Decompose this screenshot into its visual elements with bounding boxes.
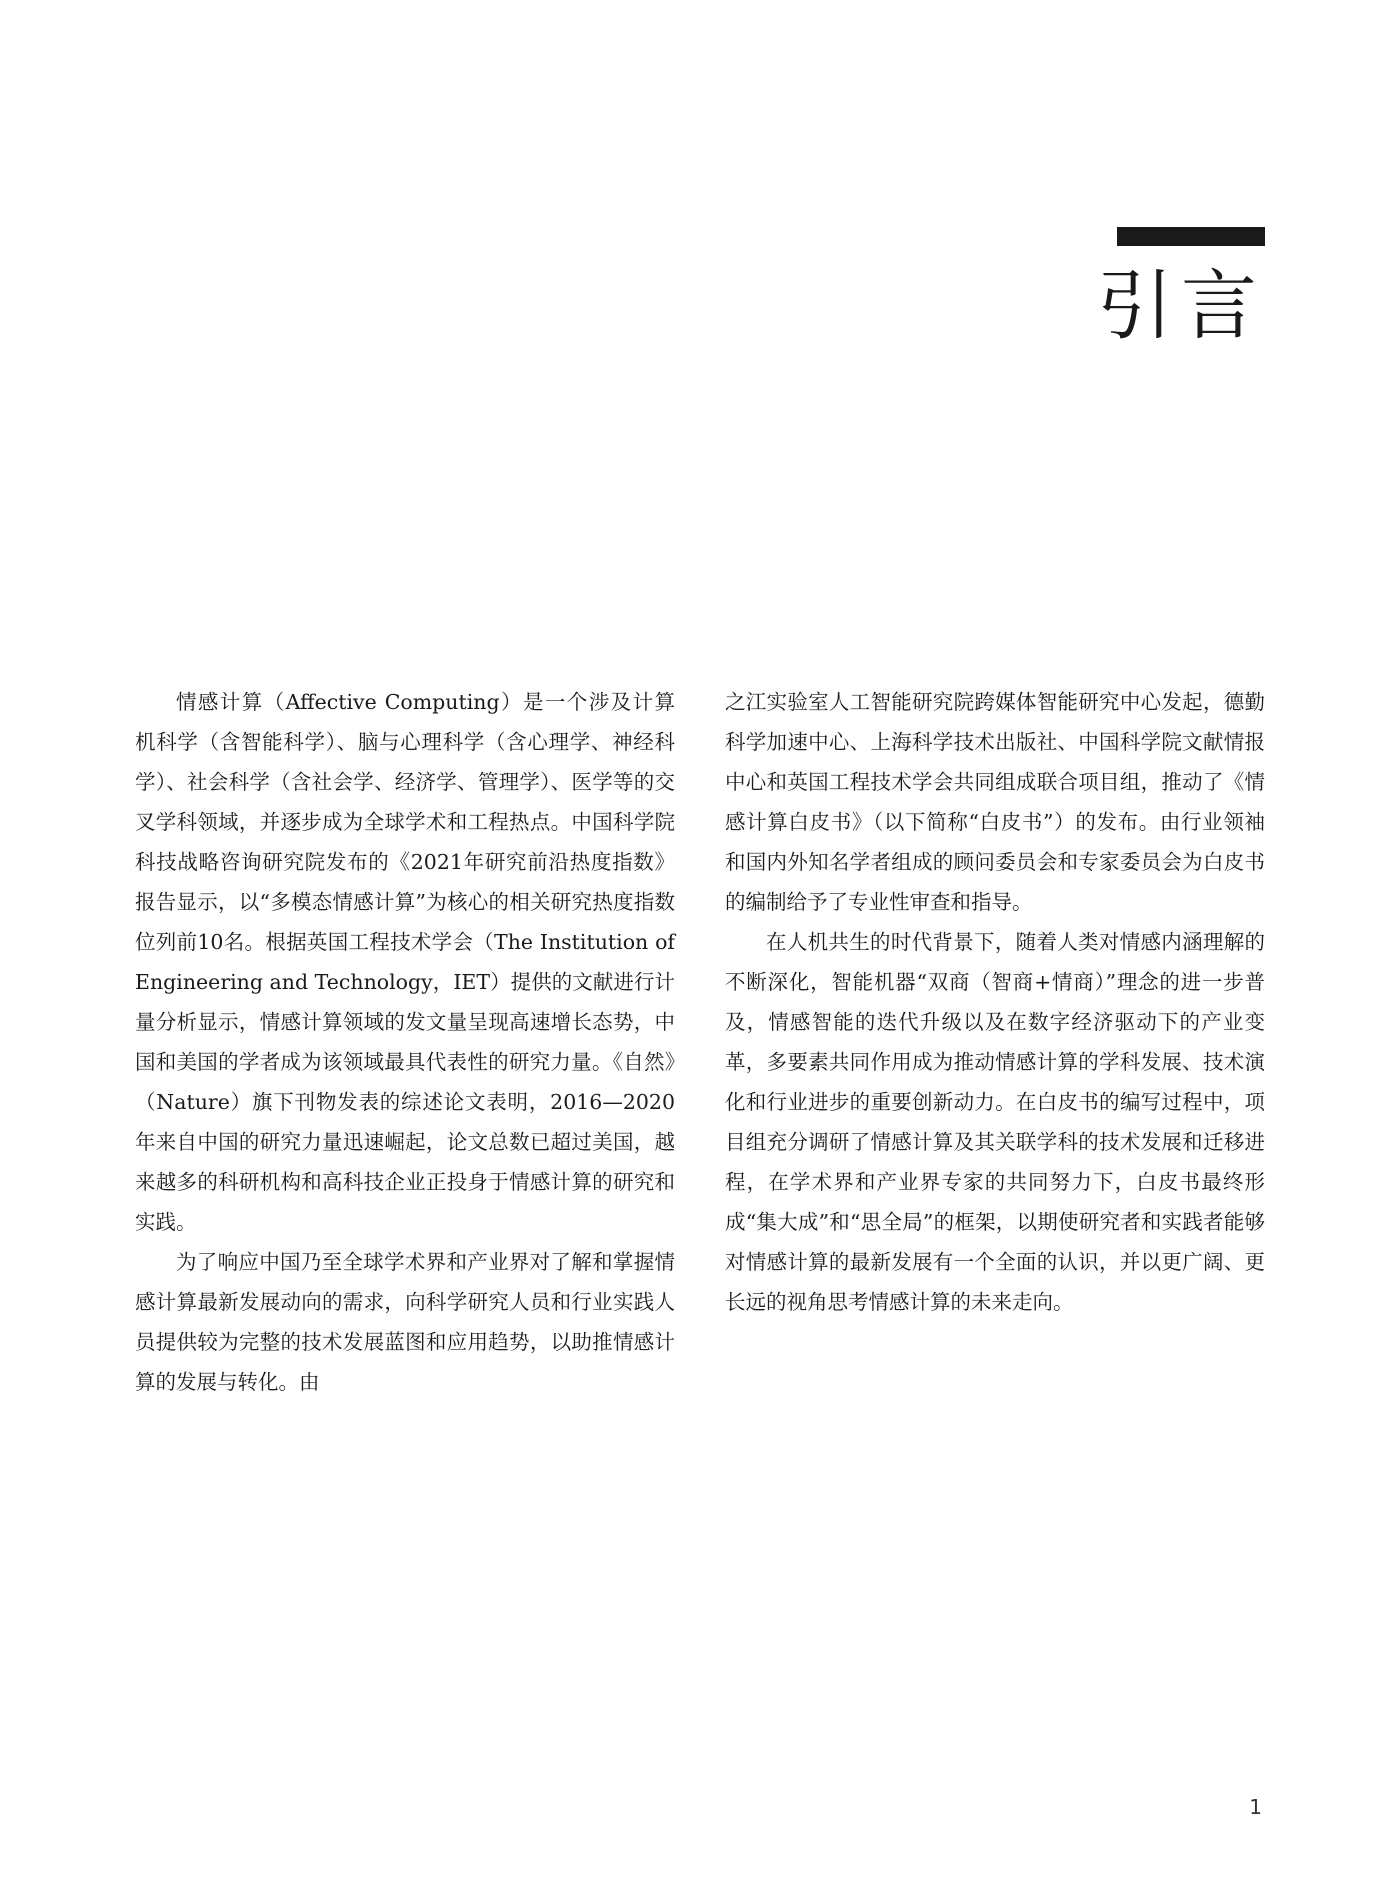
page-number: 1 <box>1249 1795 1262 1819</box>
paragraph-purpose-continued: 之江实验室人工智能研究院跨媒体智能研究中心发起，德勤科学加速中心、上海科学技术出版社、中国科学院文献情报中心和英国工程技术学会共同组成联合项目组，推动了《情感计算白皮书》（以下简称“白皮书”）的发布。由行业领袖和国内外知名学者组成的顾问委员会和专家委员会为白皮书的编制给予了专业性审查和指导。 <box>725 690 1265 914</box>
paragraph-purpose: 为了响应中国乃至全球学术界和产业界对了解和掌握情感计算最新发展动向的需求，向科学研究人员和行业实践人员提供较为完整的技术发展蓝图和应用趋势，以助推情感计算的发展与转化。由 <box>135 1250 675 1394</box>
paragraph-intro: 情感计算（Affective Computing）是一个涉及计算机科学（含智能科学）、脑与心理科学（含心理学、神经科学）、社会科学（含社会学、经济学、管理学）、医学等的交叉学科领域，并逐步成为全球学术和工程热点。中国科学院科技战略咨询研究院发布的《2021年研究前沿热度指数》报告显示，以“多模态情感计算”为核心的相关研究热度指数位列前10名。根据英国工程技术学会（The Institution of Engineering and Technology，IET）提供的文献进行计量分析显示，情感计算领域的发文量呈现高速增长态势，中国和美国的学者成为该领域最具代表性的研究力量。《自然》（Nature）旗下刊物发表的综述论文表明，2016—2020年来自中国的研究力量迅速崛起，论文总数已超过美国，越来越多的科研机构和高科技企业正投身于情感计算的研究和实践。 <box>135 690 675 1234</box>
right-column <box>725 682 1265 1322</box>
chapter-title-bar <box>1117 227 1265 246</box>
left-column <box>135 682 675 1402</box>
paragraph-background: 在人机共生的时代背景下，随着人类对情感内涵理解的不断深化，智能机器“双商（智商+情商）”理念的进一步普及，情感智能的迭代升级以及在数字经济驱动下的产业变革，多要素共同作用成为推动情感计算的学科发展、技术演化和行业进步的重要创新动力。在白皮书的编写过程中，项目组充分调研了情感计算及其关联学科的技术发展和迁移进程，在学术界和产业界专家的共同努力下，白皮书最终形成“集大成”和“思全局”的框架，以期使研究者和实践者能够对情感计算的最新发展有一个全面的认识，并以更广阔、更长远的视角思考情感计算的未来走向。 <box>725 930 1265 1314</box>
chapter-title: 引言 <box>1097 261 1265 350</box>
